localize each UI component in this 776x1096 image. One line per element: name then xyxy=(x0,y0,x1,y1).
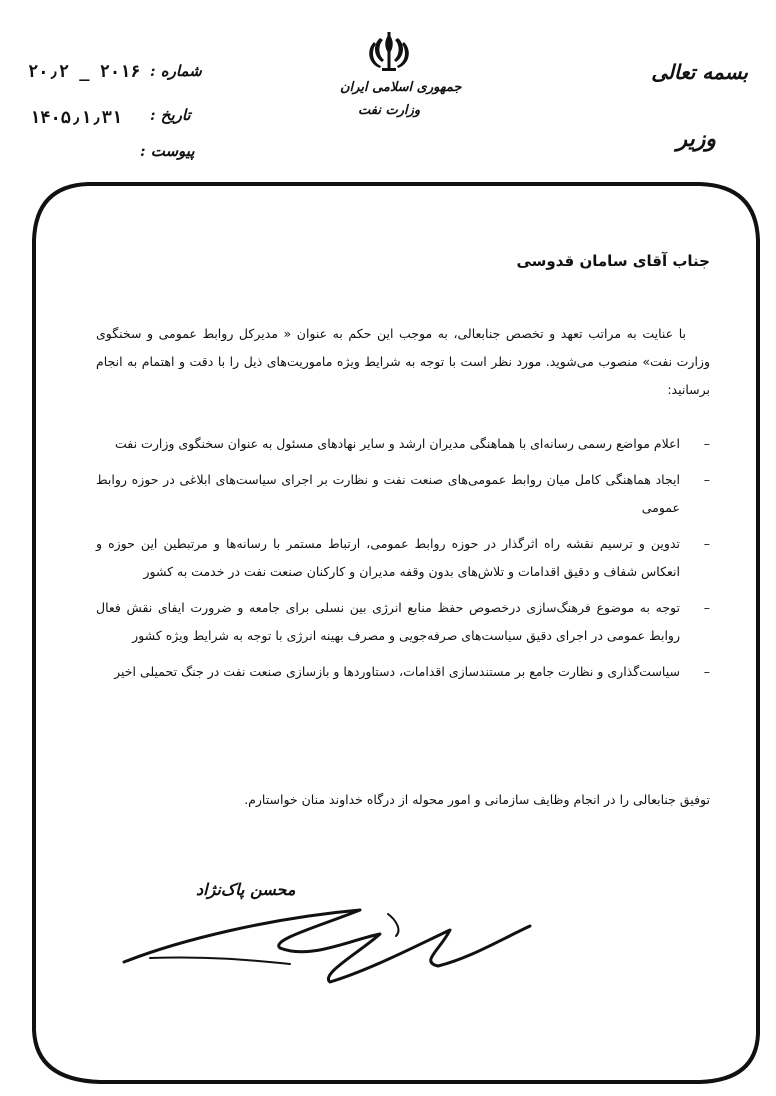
list-item: – سیاست‌گذاری و نظارت جامع بر مستندسازی اقدامات، دستاوردها و بازسازی صنعت نفت در جنگ تحمیلی اخیر xyxy=(96,658,710,686)
signer-name: محسن پاک‌نژاد xyxy=(196,880,296,899)
country-name: جمهوری اسلامی ایران xyxy=(340,80,462,95)
list-item: – ایجاد هماهنگی کامل میان روابط عمومی‌های صنعت نفت و نظارت بر اجرای سیاست‌های ابلاغی در حوزه روابط عمومی xyxy=(96,466,710,522)
invocation-text: بسمه تعالی xyxy=(651,60,748,84)
signature-icon xyxy=(120,900,540,990)
office-title: وزیر xyxy=(676,126,716,152)
mission-list xyxy=(96,430,710,694)
number-label: شماره : xyxy=(150,62,202,80)
attachment-label: پیوست : xyxy=(140,142,195,160)
list-item: – توجه به موضوع فرهنگ‌سازی درخصوص حفظ منابع انرژی بین نسلی برای جامعه و ضرورت ایفای نقش فعال روابط عمومی در اجرای دقیق سیاست‌های صرفه‌جویی و مصرف بهینه انرژی با توجه به شرایط ویژه کشور xyxy=(96,594,710,650)
date-value: ۱۴۰۵٫۱٫۳۱ xyxy=(30,108,123,128)
list-item: – اعلام مواضع رسمی رسانه‌ای با هماهنگی مدیران ارشد و سایر نهادهای مسئول به عنوان سخنگوی وزارت نفت xyxy=(96,430,710,458)
ministry-name: وزارت نفت xyxy=(358,103,421,118)
closing-sentence: توفیق جنابعالی را در انجام وظایف سازمانی و امور محوله از درگاه خداوند منان خواستارم. xyxy=(244,792,710,807)
list-item: – تدوین و ترسیم نقشه راه اثرگذار در حوزه روابط عمومی، ارتباط مستمر با رسانه‌ها و مرتبطین این حوزه و انعکاس شفاف و دقیق اقدامات و تلاش‌های بدون وقفه مدیران و کارکنان صنعت نفت در خدمت به کشور xyxy=(96,530,710,586)
date-label: تاریخ : xyxy=(150,106,191,124)
iran-emblem-icon xyxy=(362,30,416,76)
recipient-name: جناب آقای سامان قدوسی xyxy=(516,252,710,270)
intro-paragraph: با عنایت به مراتب تعهد و تخصص جنابعالی، به موجب این حکم به عنوان « مدیرکل روابط عمومی و سخنگوی وزارت نفت» منصوب می‌شوید. مورد نظر است با توجه به شرایط ویژه ماموریت‌های ذیل را با دقت و اهتمام به انجام برسانید: xyxy=(96,326,710,397)
number-value: ۲۰٫۲ _ ۲۰۱۶ xyxy=(28,62,141,82)
